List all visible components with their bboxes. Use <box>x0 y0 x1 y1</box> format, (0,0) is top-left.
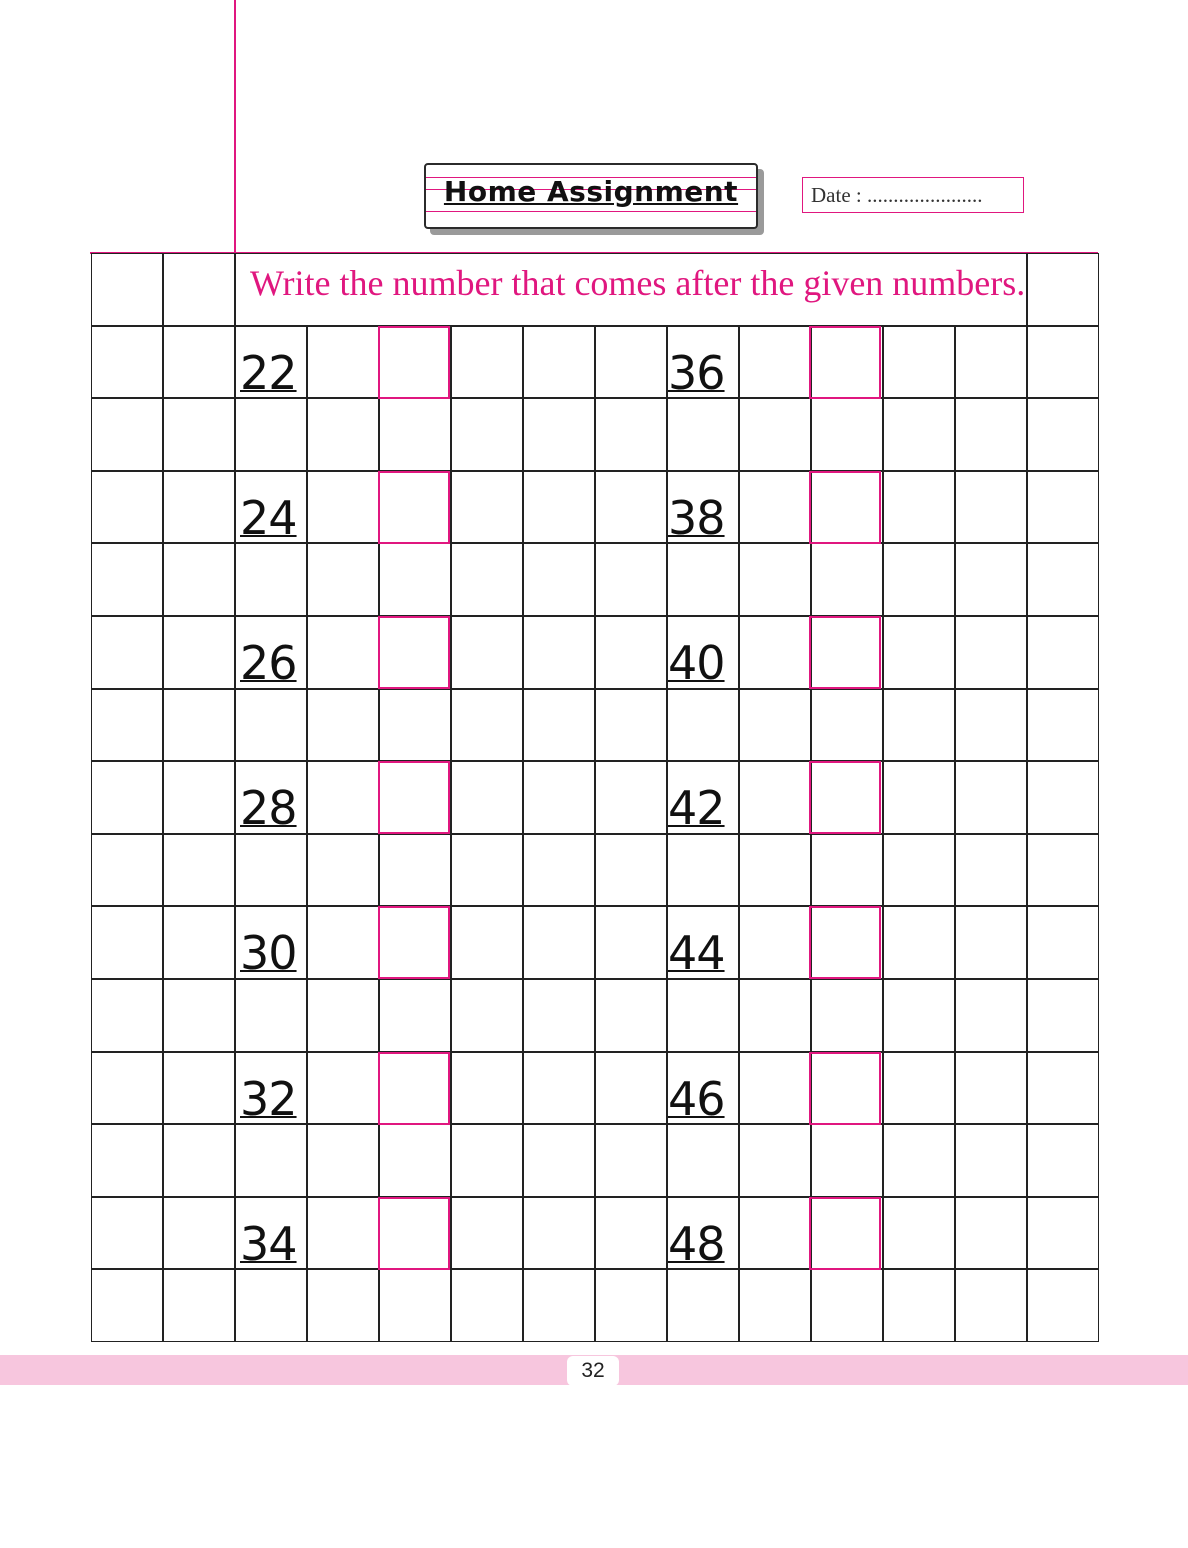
given-number-right: 44 <box>668 926 725 981</box>
grid-cell <box>523 689 595 762</box>
grid-cell <box>883 326 955 399</box>
grid-cell <box>667 543 739 616</box>
grid-cell <box>379 834 451 907</box>
grid-cell <box>163 834 235 907</box>
grid-cell <box>307 616 379 689</box>
answer-box-right[interactable] <box>809 1197 881 1270</box>
given-number-left: 24 <box>240 490 297 545</box>
grid-cell <box>91 689 163 762</box>
grid-cell <box>1027 906 1099 979</box>
grid-cell <box>739 834 811 907</box>
grid-cell <box>91 1197 163 1270</box>
given-number-left: 32 <box>240 1071 297 1126</box>
grid-cell <box>955 761 1027 834</box>
grid-cell <box>955 398 1027 471</box>
page-title: Home Assignment <box>443 175 739 208</box>
grid-cell <box>667 1269 739 1342</box>
grid-cell <box>451 834 523 907</box>
grid-cell <box>91 834 163 907</box>
grid-cell <box>811 834 883 907</box>
grid-cell <box>307 979 379 1052</box>
grid-cell <box>739 1124 811 1197</box>
grid-cell <box>451 326 523 399</box>
grid-cell <box>307 761 379 834</box>
grid-cell <box>163 471 235 544</box>
grid-cell <box>307 326 379 399</box>
grid-cell <box>595 1124 667 1197</box>
grid-cell <box>739 543 811 616</box>
grid-cell <box>91 326 163 399</box>
grid-cell <box>235 979 307 1052</box>
grid-cell <box>307 906 379 979</box>
grid-cell <box>883 398 955 471</box>
grid-cell <box>955 1124 1027 1197</box>
grid-cell <box>163 761 235 834</box>
grid-cell <box>91 543 163 616</box>
grid-cell <box>595 689 667 762</box>
grid-cell <box>595 616 667 689</box>
grid-cell <box>307 834 379 907</box>
answer-box-left[interactable] <box>378 326 450 399</box>
grid-cell <box>451 616 523 689</box>
given-number-left: 22 <box>240 345 297 400</box>
grid-cell <box>595 1197 667 1270</box>
answer-box-right[interactable] <box>809 616 881 689</box>
grid-cell <box>1027 398 1099 471</box>
grid-cell <box>91 1269 163 1342</box>
grid-cell <box>523 834 595 907</box>
answer-box-left[interactable] <box>378 616 450 689</box>
grid-cell <box>955 616 1027 689</box>
grid-cell <box>235 834 307 907</box>
grid-cell <box>955 689 1027 762</box>
grid-cell <box>451 398 523 471</box>
answer-box-right[interactable] <box>809 906 881 979</box>
grid-cell <box>1027 543 1099 616</box>
grid-cell <box>595 398 667 471</box>
grid-cell <box>307 1052 379 1125</box>
grid-cell <box>307 1124 379 1197</box>
given-number-right: 40 <box>668 636 725 690</box>
grid-cell <box>883 689 955 762</box>
given-number-left: 26 <box>240 636 297 690</box>
grid-cell <box>595 471 667 544</box>
grid-cell <box>307 471 379 544</box>
grid-cell <box>739 616 811 689</box>
grid-cell <box>883 1197 955 1270</box>
answer-box-right[interactable] <box>809 471 881 544</box>
grid-cell <box>739 326 811 399</box>
answer-box-left[interactable] <box>378 1197 450 1270</box>
grid-cell <box>451 543 523 616</box>
answer-box-left[interactable] <box>378 761 450 834</box>
grid-cell <box>523 1197 595 1270</box>
grid-cell <box>667 979 739 1052</box>
grid-cell <box>595 979 667 1052</box>
grid-cell <box>91 471 163 544</box>
grid-cell <box>595 326 667 399</box>
grid-cell <box>739 1052 811 1125</box>
grid-cell <box>811 398 883 471</box>
grid-cell <box>451 1052 523 1125</box>
grid-cell <box>595 834 667 907</box>
answer-box-right[interactable] <box>809 1052 881 1125</box>
grid-cell <box>307 398 379 471</box>
grid-cell <box>307 1197 379 1270</box>
grid-cell <box>955 1197 1027 1270</box>
grid-cell <box>91 616 163 689</box>
grid-cell <box>811 979 883 1052</box>
given-number-left: 30 <box>240 926 297 981</box>
grid-cell <box>379 543 451 616</box>
answer-box-left[interactable] <box>378 906 450 979</box>
grid-cell <box>1027 761 1099 834</box>
grid-cell <box>1027 1124 1099 1197</box>
page-number: 32 <box>567 1356 619 1386</box>
answer-box-right[interactable] <box>809 761 881 834</box>
grid-cell <box>955 906 1027 979</box>
grid-cell <box>451 1197 523 1270</box>
grid-cell <box>451 761 523 834</box>
grid-cell <box>595 543 667 616</box>
given-number-right: 36 <box>668 345 725 400</box>
grid-cell <box>811 689 883 762</box>
grid-cell <box>163 543 235 616</box>
grid-cell <box>1027 834 1099 907</box>
grid-cell <box>739 1269 811 1342</box>
grid-cell <box>163 616 235 689</box>
grid-cell <box>883 761 955 834</box>
grid-cell <box>163 326 235 399</box>
grid-cell <box>1027 253 1099 326</box>
date-field[interactable]: Date : ...................... <box>802 177 1024 213</box>
grid-cell <box>883 1052 955 1125</box>
grid-cell <box>883 834 955 907</box>
grid-cell <box>811 543 883 616</box>
grid-cell <box>667 398 739 471</box>
grid-cell <box>739 906 811 979</box>
grid-cell <box>91 979 163 1052</box>
grid-cell <box>451 689 523 762</box>
grid-cell <box>163 398 235 471</box>
grid-cell <box>739 689 811 762</box>
grid-cell <box>955 543 1027 616</box>
grid-cell <box>451 906 523 979</box>
grid-cell <box>955 1269 1027 1342</box>
grid-cell <box>523 1124 595 1197</box>
grid-cell <box>523 398 595 471</box>
grid-cell <box>1027 1052 1099 1125</box>
given-number-left: 28 <box>240 781 297 836</box>
grid-cell <box>1027 689 1099 762</box>
grid-cell <box>1027 616 1099 689</box>
grid-cell <box>739 979 811 1052</box>
grid-cell <box>955 979 1027 1052</box>
grid-cell <box>91 1052 163 1125</box>
grid-cell <box>883 906 955 979</box>
grid-cell <box>163 1124 235 1197</box>
given-number-right: 38 <box>668 490 725 545</box>
grid-cell <box>523 616 595 689</box>
grid-cell <box>307 543 379 616</box>
grid-cell <box>91 1124 163 1197</box>
grid-cell <box>163 979 235 1052</box>
grid-cell <box>1027 979 1099 1052</box>
grid-cell <box>955 471 1027 544</box>
grid-cell <box>91 398 163 471</box>
grid-cell <box>451 979 523 1052</box>
grid-cell <box>883 1269 955 1342</box>
grid-cell <box>523 1052 595 1125</box>
grid-cell <box>235 398 307 471</box>
grid-cell <box>523 1269 595 1342</box>
grid-cell <box>667 689 739 762</box>
grid-cell <box>523 543 595 616</box>
grid-cell <box>235 1124 307 1197</box>
grid-cell <box>883 1124 955 1197</box>
instruction-text: Write the number that comes after the given numbers. <box>250 263 1026 303</box>
grid-cell <box>235 543 307 616</box>
given-number-right: 46 <box>668 1071 725 1126</box>
answer-box-right[interactable] <box>809 326 881 399</box>
grid-cell <box>667 1124 739 1197</box>
grid-cell <box>595 906 667 979</box>
grid-cell <box>739 398 811 471</box>
grid-cell <box>451 1124 523 1197</box>
grid-cell <box>955 326 1027 399</box>
grid-cell <box>379 398 451 471</box>
grid-cell <box>955 834 1027 907</box>
answer-box-left[interactable] <box>378 471 450 544</box>
grid-cell <box>163 1269 235 1342</box>
grid-cell <box>595 761 667 834</box>
grid-cell <box>523 761 595 834</box>
given-number-left: 34 <box>240 1216 297 1271</box>
grid-cell <box>1027 326 1099 399</box>
grid-cell <box>163 689 235 762</box>
grid-cell <box>739 761 811 834</box>
grid-cell <box>811 1124 883 1197</box>
grid-cell <box>91 906 163 979</box>
grid-cell <box>523 979 595 1052</box>
grid-cell <box>1027 1269 1099 1342</box>
grid-cell <box>379 1269 451 1342</box>
grid-cell <box>307 689 379 762</box>
grid-cell <box>595 1052 667 1125</box>
grid-cell <box>235 689 307 762</box>
grid-cell <box>1027 1197 1099 1270</box>
given-number-right: 48 <box>668 1216 725 1271</box>
grid-cell <box>379 979 451 1052</box>
grid-cell <box>163 906 235 979</box>
grid-cell <box>739 1197 811 1270</box>
grid-cell <box>523 471 595 544</box>
grid-cell <box>91 761 163 834</box>
grid-cell <box>811 1269 883 1342</box>
given-number-right: 42 <box>668 781 725 836</box>
grid-cell <box>379 1124 451 1197</box>
grid-cell <box>523 906 595 979</box>
grid-cell <box>883 979 955 1052</box>
grid-cell <box>595 1269 667 1342</box>
grid-cell <box>163 253 235 326</box>
grid-cell <box>307 1269 379 1342</box>
grid-cell <box>667 834 739 907</box>
grid-cell <box>163 1052 235 1125</box>
home-assignment-banner <box>424 163 758 229</box>
grid-cell <box>91 253 163 326</box>
grid-cell <box>739 471 811 544</box>
grid-cell <box>451 471 523 544</box>
grid-cell <box>523 326 595 399</box>
grid-cell <box>883 543 955 616</box>
grid-cell <box>235 1269 307 1342</box>
grid-cell <box>883 616 955 689</box>
grid-cell <box>379 689 451 762</box>
grid-cell <box>163 1197 235 1270</box>
answer-box-left[interactable] <box>378 1052 450 1125</box>
grid-cell <box>451 1269 523 1342</box>
grid-cell <box>1027 471 1099 544</box>
grid-cell <box>883 471 955 544</box>
grid-cell <box>955 1052 1027 1125</box>
